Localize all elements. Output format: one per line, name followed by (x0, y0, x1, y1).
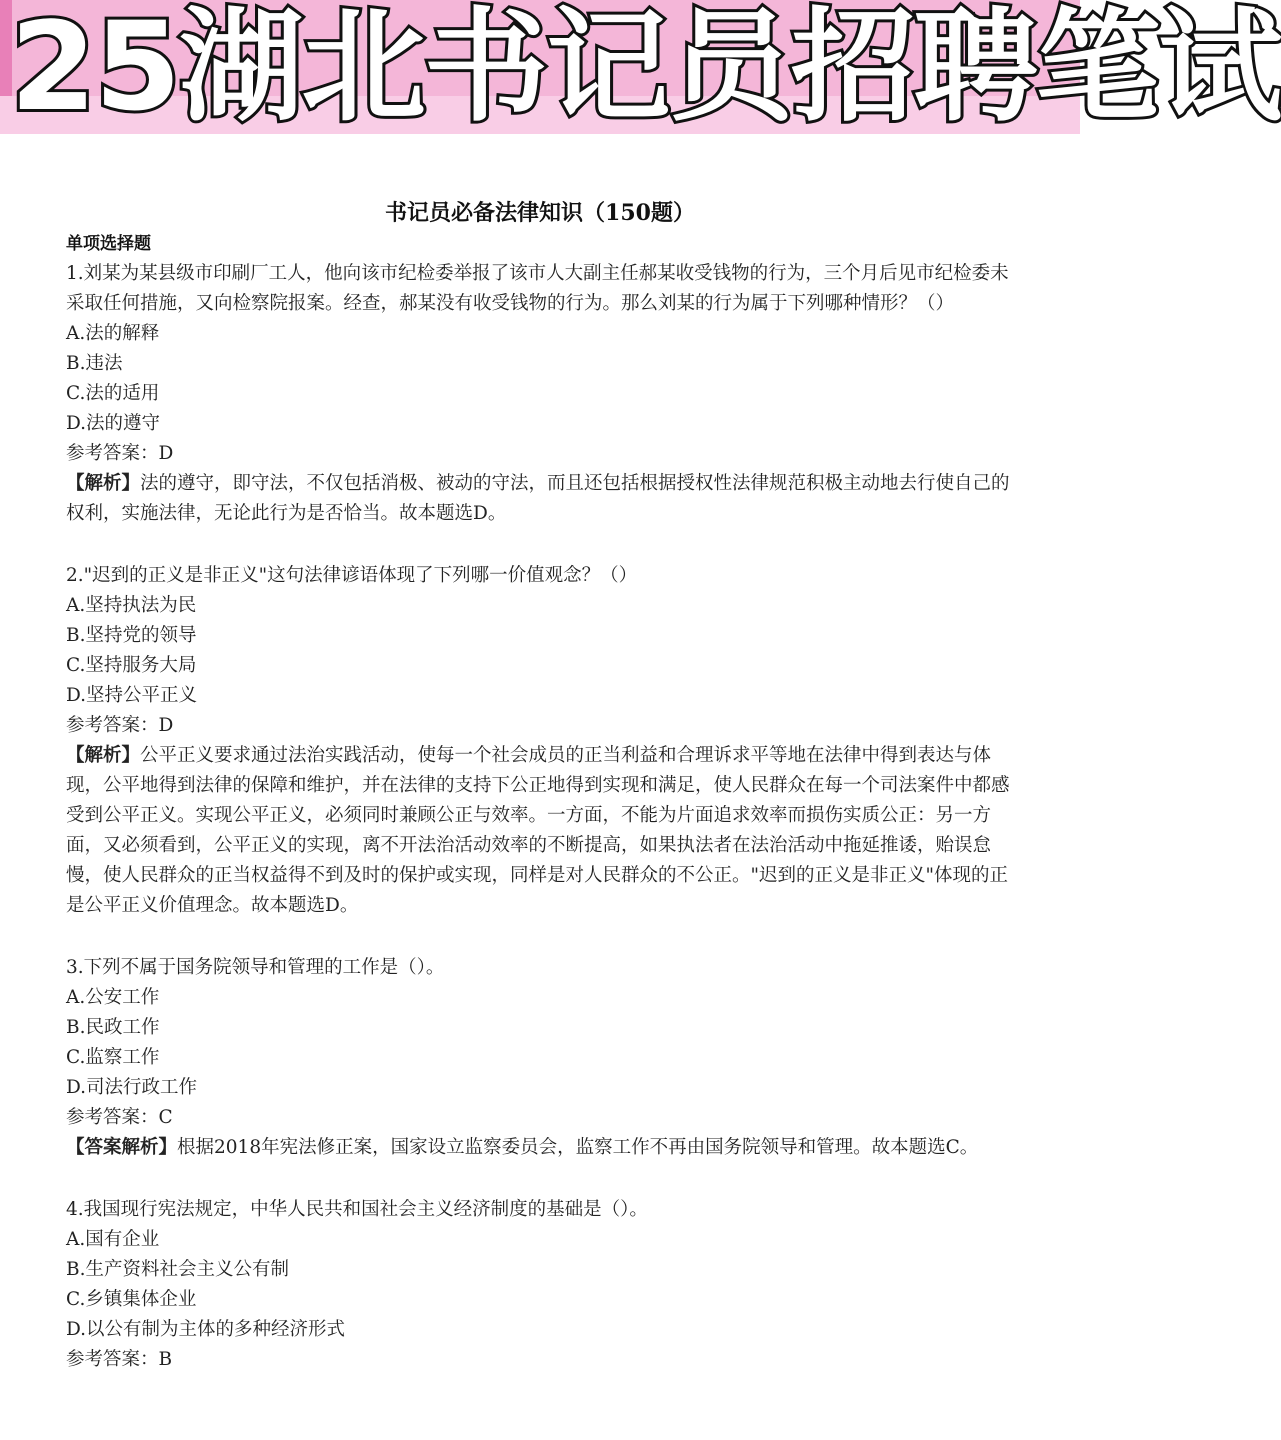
question-stem: 4.我国现行宪法规定，中华人民共和国社会主义经济制度的基础是（）。 (66, 1199, 648, 1220)
question-1 (66, 259, 1016, 529)
analysis-text: 根据2018年宪法修正案，国家设立监察委员会，监察工作不再由国务院领导和管理。故本题选C。 (177, 1137, 979, 1158)
analysis-tag: 【解析】 (66, 745, 141, 766)
answer: 参考答案：D (66, 715, 174, 736)
answer: 参考答案：B (66, 1349, 173, 1370)
analysis-tag: 【解析】 (66, 473, 141, 494)
question-3 (66, 953, 1016, 1163)
answer: 参考答案：D (66, 443, 174, 464)
option-b: B.违法 (66, 353, 123, 374)
option-d: D.法的遵守 (66, 413, 161, 434)
question-4 (66, 1195, 1016, 1375)
option-d: D.司法行政工作 (66, 1077, 198, 1098)
option-b: B.民政工作 (66, 1017, 160, 1038)
analysis-text: 公平正义要求通过法治实践活动，使每一个社会成员的正当利益和合理诉求平等地在法律中得到表达与体现，公平地得到法律的保障和维护，并在法律的支持下公正地得到实现和满足，使人民群众在每一个司法案件中都感受到公平正义。实现公平正义，必须同时兼顾公正与效率。一方面，不能为片面追求效率而损伤实质公正：另一方面，又必须看到，公平正义的实现，离不开法治活动效率的不断提高，如果执法者在法治活动中拖延推诿，贻误怠慢，使人民群众的正当权益得不到及时的保护或实现，同样是对人民群众的不公正。"迟到的正义是非正义"体现的正是公平正义价值理念。故本题选D。 (66, 745, 1010, 916)
analysis-tag: 【答案解析】 (66, 1137, 178, 1158)
banner-title: 25湖北书记员招聘笔试 (10, 0, 1281, 138)
analysis (66, 741, 1016, 921)
question-stem: 1.刘某为某县级市印刷厂工人，他向该市纪检委举报了该市人大副主任郝某收受钱物的行为，三个月后见市纪检委未采取任何措施，又向检察院报案。经查，郝某没有收受钱物的行为。那么刘某的行为属于下列哪种情形？（） (66, 263, 1009, 314)
option-a: A.法的解释 (66, 323, 160, 344)
analysis (66, 469, 1016, 529)
option-c: C.坚持服务大局 (66, 655, 197, 676)
option-b: B.坚持党的领导 (66, 625, 197, 646)
analysis-text: 法的遵守，即守法，不仅包括消极、被动的守法，而且还包括根据授权性法律规范积极主动地去行使自己的权利，实施法律，无论此行为是否恰当。故本题选D。 (66, 473, 1010, 524)
question-stem: 3.下列不属于国务院领导和管理的工作是（）。 (66, 957, 445, 978)
question-2 (66, 561, 1016, 921)
option-c: C.监察工作 (66, 1047, 160, 1068)
question-stem: 2."迟到的正义是非正义"这句法律谚语体现了下列哪一价值观念？（） (66, 565, 638, 586)
option-b: B.生产资料社会主义公有制 (66, 1259, 289, 1280)
option-d: D.坚持公平正义 (66, 685, 198, 706)
option-a: A.公安工作 (66, 987, 160, 1008)
answer: 参考答案：C (66, 1107, 173, 1128)
option-d: D.以公有制为主体的多种经济形式 (66, 1319, 346, 1340)
analysis (66, 1133, 1016, 1163)
document-body (66, 229, 1016, 1407)
option-a: A.国有企业 (66, 1229, 160, 1250)
header-banner (0, 0, 1281, 138)
option-c: C.乡镇集体企业 (66, 1289, 197, 1310)
section-heading: 单项选择题 (66, 234, 151, 254)
option-a: A.坚持执法为民 (66, 595, 197, 616)
option-c: C.法的适用 (66, 383, 160, 404)
document-title: 书记员必备法律知识（150题） (385, 200, 695, 226)
